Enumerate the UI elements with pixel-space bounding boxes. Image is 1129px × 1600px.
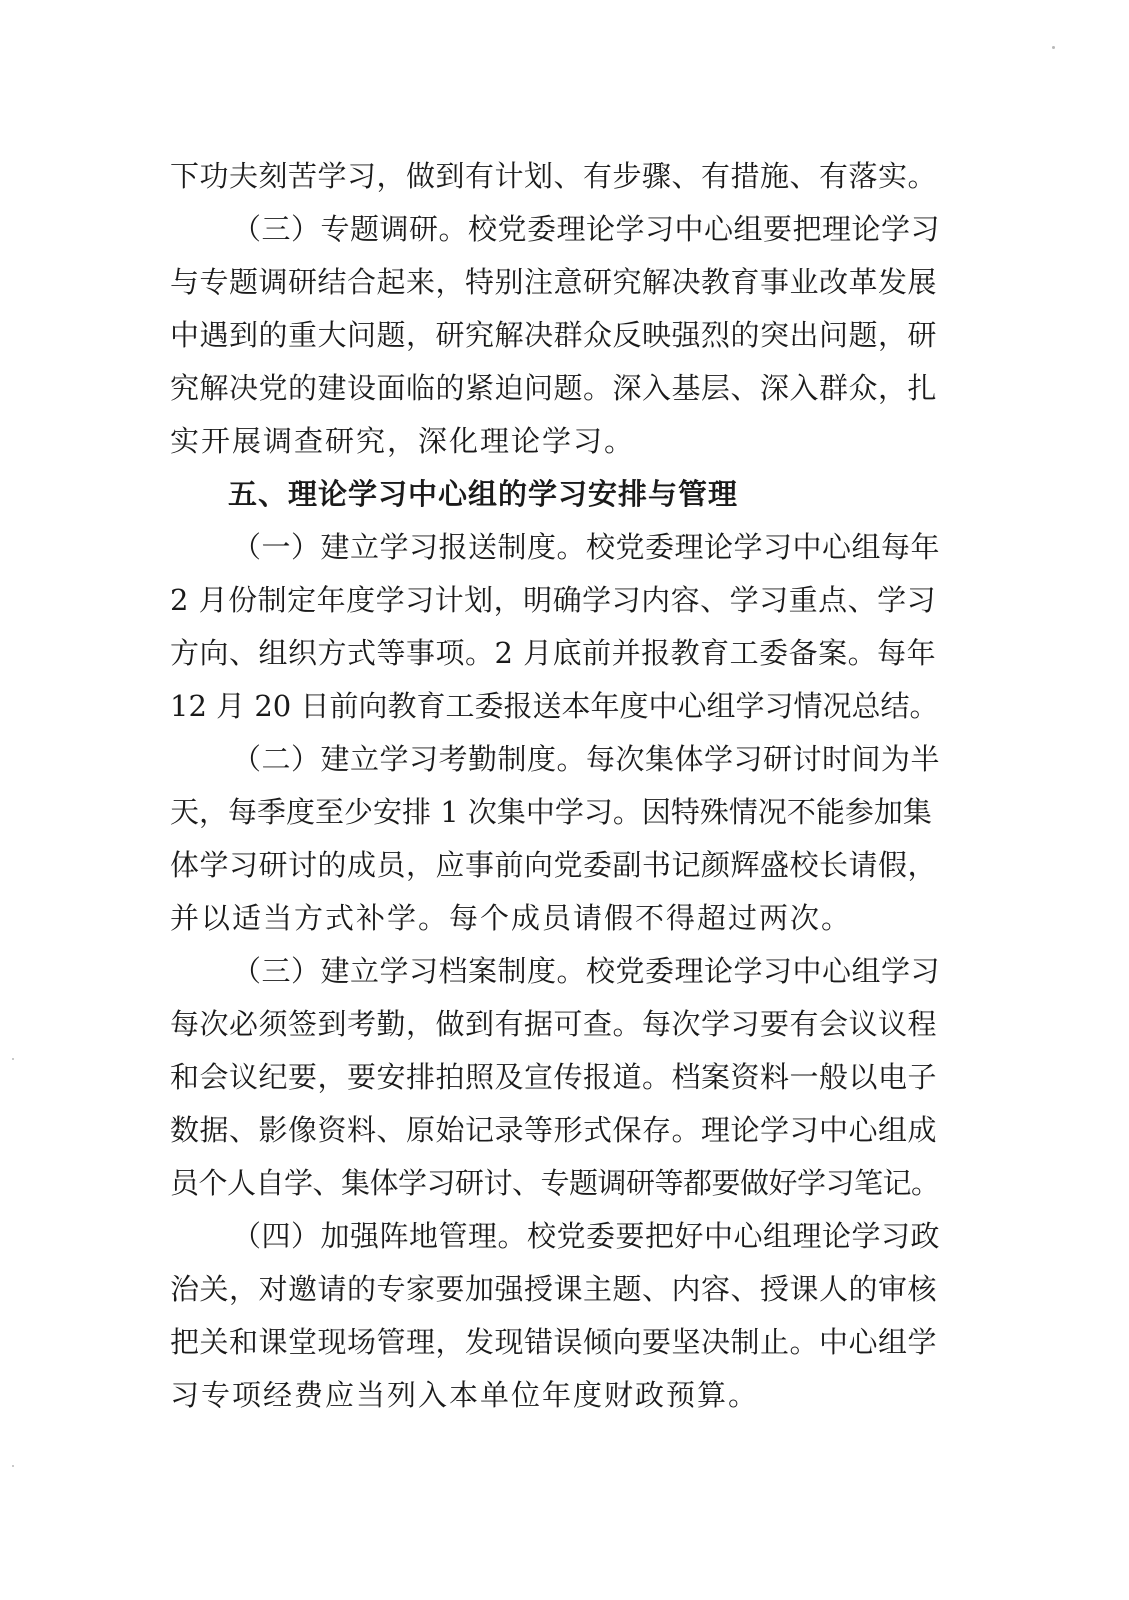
- paragraph-line: 并以适当方式补学。每个成员请假不得超过两次。: [170, 901, 853, 935]
- paragraph-line: 数据、影像资料、原始记录等形式保存。理论学习中心组成: [170, 1113, 938, 1147]
- paragraph-line: 习专项经费应当列入本单位年度财政预算。: [170, 1378, 760, 1412]
- scan-speck: [12, 1465, 14, 1467]
- paragraph-line: 治关，对邀请的专家要加强授课主题、内容、授课人的审核: [170, 1272, 938, 1306]
- section-heading: 五、理论学习中心组的学习安排与管理: [228, 477, 739, 511]
- paragraph-line: 中遇到的重大问题，研究解决群众反映强烈的突出问题，研: [170, 318, 938, 352]
- paragraph-line: 每次必须签到考勤，做到有据可查。每次学习要有会议议程: [170, 1007, 938, 1041]
- paragraph-line: 实开展调查研究，深化理论学习。: [170, 424, 636, 458]
- paragraph-line: 把关和课堂现场管理，发现错误倾向要坚决制止。中心组学: [170, 1325, 938, 1359]
- paragraph-line: （三）专题调研。校党委理论学习中心组要把理论学习: [232, 212, 940, 246]
- paragraph-line: （三）建立学习档案制度。校党委理论学习中心组学习: [232, 954, 940, 988]
- paragraph-line: 体学习研讨的成员，应事前向党委副书记颜辉盛校长请假，: [170, 848, 938, 882]
- paragraph-line: 下功夫刻苦学习，做到有计划、有步骤、有措施、有落实。: [170, 159, 938, 193]
- paragraph-line: 方向、组织方式等事项。2 月底前并报教育工委备案。每年: [170, 636, 937, 670]
- paragraph-line: 天，每季度至少安排 1 次集中学习。因特殊情况不能参加集: [170, 795, 932, 829]
- paragraph-line: 2 月份制定年度学习计划，明确学习内容、学习重点、学习: [170, 583, 937, 617]
- paragraph-line: 究解决党的建设面临的紧迫问题。深入基层、深入群众，扎: [170, 371, 938, 405]
- paragraph-line: 员个人自学、集体学习研讨、专题调研等都要做好学习笔记。: [170, 1166, 940, 1200]
- paragraph-line: （一）建立学习报送制度。校党委理论学习中心组每年: [232, 530, 940, 564]
- paragraph-line: 和会议纪要，要安排拍照及宣传报道。档案资料一般以电子: [170, 1060, 938, 1094]
- scan-speck: [12, 1058, 14, 1060]
- paragraph-line: 与专题调研结合起来，特别注意研究解决教育事业改革发展: [170, 265, 938, 299]
- paragraph-line: 12 月 20 日前向教育工委报送本年度中心组学习情况总结。: [170, 689, 939, 723]
- scan-speck: [1052, 46, 1055, 49]
- paragraph-line: （四）加强阵地管理。校党委要把好中心组理论学习政: [232, 1219, 940, 1253]
- paragraph-line: （二）建立学习考勤制度。每次集体学习研讨时间为半: [232, 742, 940, 776]
